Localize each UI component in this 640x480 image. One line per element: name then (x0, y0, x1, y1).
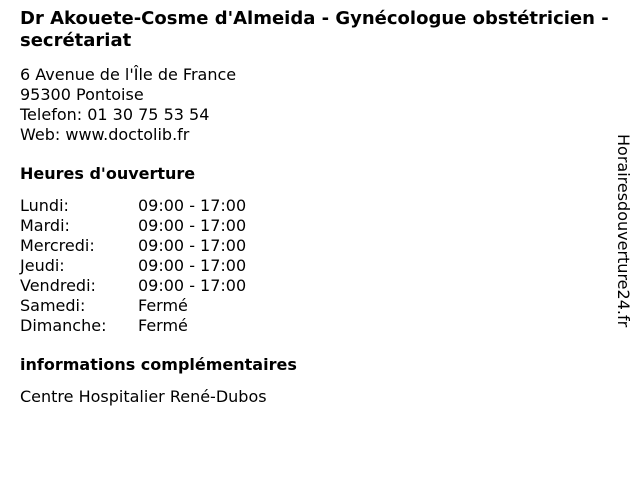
contact-block (20, 65, 615, 145)
address-city: 95300 Pontoise (20, 85, 144, 104)
opening-hours-table (20, 196, 615, 336)
day-label: Jeudi: (20, 256, 65, 275)
hours-row-monday (20, 196, 615, 216)
day-label: Mardi: (20, 216, 70, 235)
day-label: Dimanche: (20, 316, 107, 335)
time-value: 09:00 - 17:00 (138, 196, 247, 215)
opening-hours-heading: Heures d'ouverture (20, 164, 196, 183)
additional-info-text: Centre Hospitalier René-Dubos (20, 387, 267, 406)
day-label: Mercredi: (20, 236, 95, 255)
page-title: Dr Akouete-Cosme d'Almeida - Gynécologue obstétricien - secrétariat (20, 8, 609, 51)
address-street: 6 Avenue de l'Île de France (20, 65, 237, 84)
time-value: 09:00 - 17:00 (138, 216, 247, 235)
additional-info-heading: informations complémentaires (20, 355, 297, 374)
hours-row-sunday (20, 316, 615, 336)
day-label: Vendredi: (20, 276, 96, 295)
hours-row-thursday (20, 256, 615, 276)
practice-card (20, 8, 615, 407)
time-value: 09:00 - 17:00 (138, 236, 247, 255)
time-value: Fermé (138, 316, 188, 335)
day-label: Lundi: (20, 196, 69, 215)
phone-number: Telefon: 01 30 75 53 54 (20, 105, 210, 124)
website: Web: www.doctolib.fr (20, 125, 190, 144)
hours-row-tuesday (20, 216, 615, 236)
day-label: Samedi: (20, 296, 86, 315)
time-value: Fermé (138, 296, 188, 315)
hours-row-friday (20, 276, 615, 296)
time-value: 09:00 - 17:00 (138, 256, 247, 275)
hours-row-wednesday (20, 236, 615, 256)
site-watermark: Horairesdouverture24.fr (614, 134, 633, 328)
hours-row-saturday (20, 296, 615, 316)
time-value: 09:00 - 17:00 (138, 276, 247, 295)
